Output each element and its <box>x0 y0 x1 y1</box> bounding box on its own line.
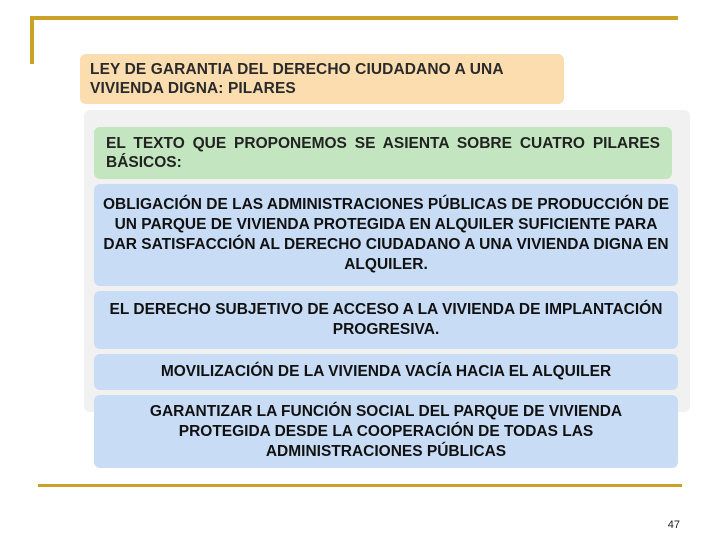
slide-title: LEY DE GARANTIA DEL DERECHO CIUDADANO A UNA VIVIENDA DIGNA: PILARES <box>80 54 564 104</box>
pillar-4: GARANTIZAR LA FUNCIÓN SOCIAL DEL PARQUE DE VIVIENDA PROTEGIDA DESDE LA COOPERACIÓN DE TODAS LAS ADMINISTRACIONES PÚBLICAS <box>94 395 678 468</box>
pillar-2: EL DERECHO SUBJETIVO DE ACCESO A LA VIVIENDA DE IMPLANTACIÓN PROGRESIVA. <box>94 291 678 349</box>
pillar-1: OBLIGACIÓN DE LAS ADMINISTRACIONES PÚBLICAS DE PRODUCCIÓN DE UN PARQUE DE VIVIENDA PROTEGIDA EN ALQUILER SUFICIENTE PARA DAR SATISFACCIÓN AL DERECHO CIUDADANO A UNA VIVIENDA DIGNA EN ALQUILER. <box>94 184 678 286</box>
top-rule <box>30 16 678 20</box>
page-number: 47 <box>667 519 680 531</box>
left-rule <box>30 16 34 64</box>
intro-text: EL TEXTO QUE PROPONEMOS SE ASIENTA SOBRE CUATRO PILARES BÁSICOS: <box>94 127 672 179</box>
bottom-rule <box>38 484 682 487</box>
pillar-3: MOVILIZACIÓN DE LA VIVIENDA VACÍA HACIA EL ALQUILER <box>94 354 678 390</box>
